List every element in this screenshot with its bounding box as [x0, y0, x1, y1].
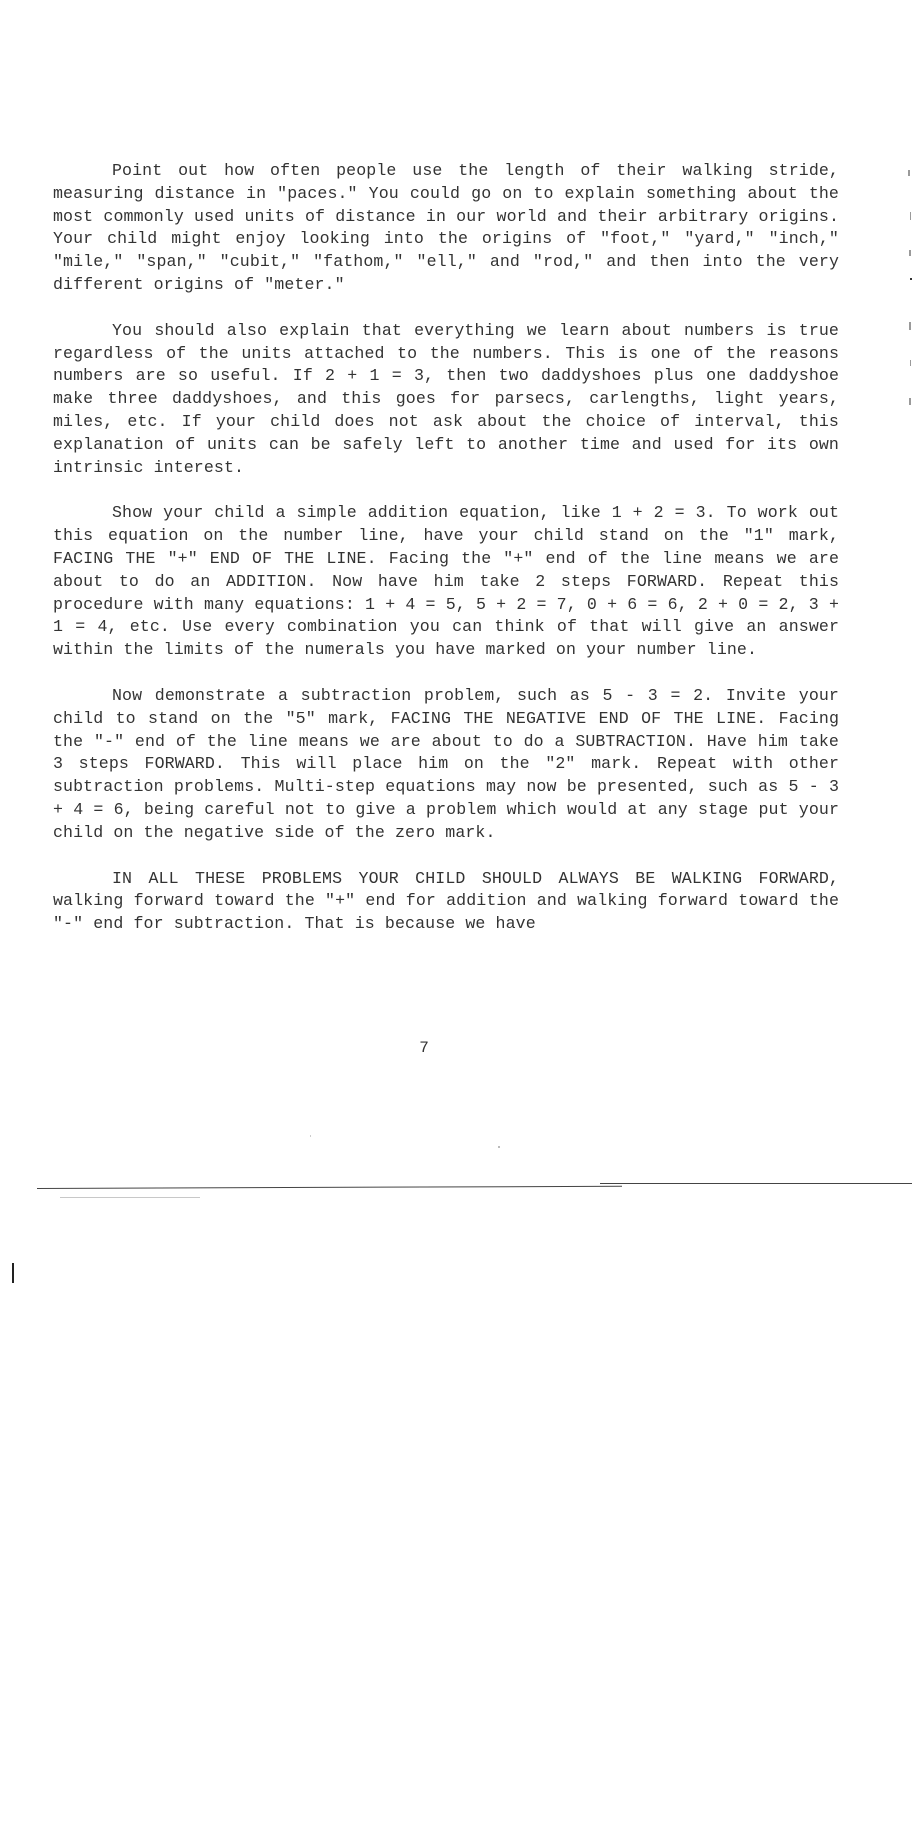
- paragraph-subtraction: Now demonstrate a subtraction problem, such as 5 - 3 = 2. Invite your child to stand on the "5" mark, FACING THE NEGATIVE END OF THE LINE. Facing the "-" end of the line means we are about to do a SUBTRACTION. Have him take 3 steps FORWARD. This will place him on the "2" mark. Repeat with other subtraction problems. Multi-step equations may now be presented, such as 5 - 3 + 4 = 6, being careful not to give a problem which would at any stage put your child on the negative side of the zero mark.: [53, 685, 839, 842]
- scan-speck: [498, 1146, 500, 1148]
- scan-speck: [60, 1197, 200, 1198]
- scan-speck: [310, 1135, 311, 1137]
- scan-rule-line: [37, 1186, 622, 1189]
- scan-rule-line-right: [600, 1183, 912, 1184]
- paragraph-addition: Show your child a simple addition equation, like 1 + 2 = 3. To work out this equation on the number line, have your child stand on the "1" mark, FACING THE "+" END OF THE LINE. Facing the "+" end of the line means we are about to do an ADDITION. Now have him take 2 steps FORWARD. Repeat this procedure with many equations: 1 + 4 = 5, 5 + 2 = 7, 0 + 6 = 6, 2 + 0 = 2, 3 + 1 = 4, etc. Use every combination you can think of that will give an answer within the limits of the numerals you have marked on your number line.: [53, 503, 839, 660]
- scan-speck: [910, 360, 911, 366]
- scan-speck: [908, 170, 910, 176]
- page-body: [53, 160, 839, 959]
- paragraph-walking-forward: IN ALL THESE PROBLEMS YOUR CHILD SHOULD ALWAYS BE WALKING FORWARD, walking forward toward the "+" end for addition and walking forward toward the "-" end for subtraction. That is because we have: [53, 868, 839, 934]
- scan-speck: [910, 212, 911, 220]
- paragraph-units: You should also explain that everything we learn about numbers is true regardless of the units attached to the numbers. This is one of the reasons numbers are so useful. If 2 + 1 = 3, then two daddyshoes plus one daddyshoe make three daddyshoes, and this goes for parsecs, carlengths, light years, miles, etc. If your child does not ask about the choice of interval, this explanation of units can be safely left to another time and used for its own intrinsic interest.: [53, 320, 839, 477]
- scan-speck: [910, 278, 912, 280]
- scan-speck: [909, 398, 911, 405]
- scan-margin-mark: [12, 1263, 14, 1283]
- scan-speck: [909, 322, 911, 330]
- scan-speck: [909, 250, 911, 256]
- paragraph-paces: Point out how often people use the length of their walking stride, measuring distance in "paces." You could go on to explain something about the most commonly used units of distance in our world and their arbitrary origins. Your child might enjoy looking into the origins of "foot," "yard," "inch," "mile," "span," "cubit," "fathom," "ell," and "rod," and then into the very different origins of "meter.": [53, 161, 839, 294]
- page-number: 7: [419, 1039, 429, 1057]
